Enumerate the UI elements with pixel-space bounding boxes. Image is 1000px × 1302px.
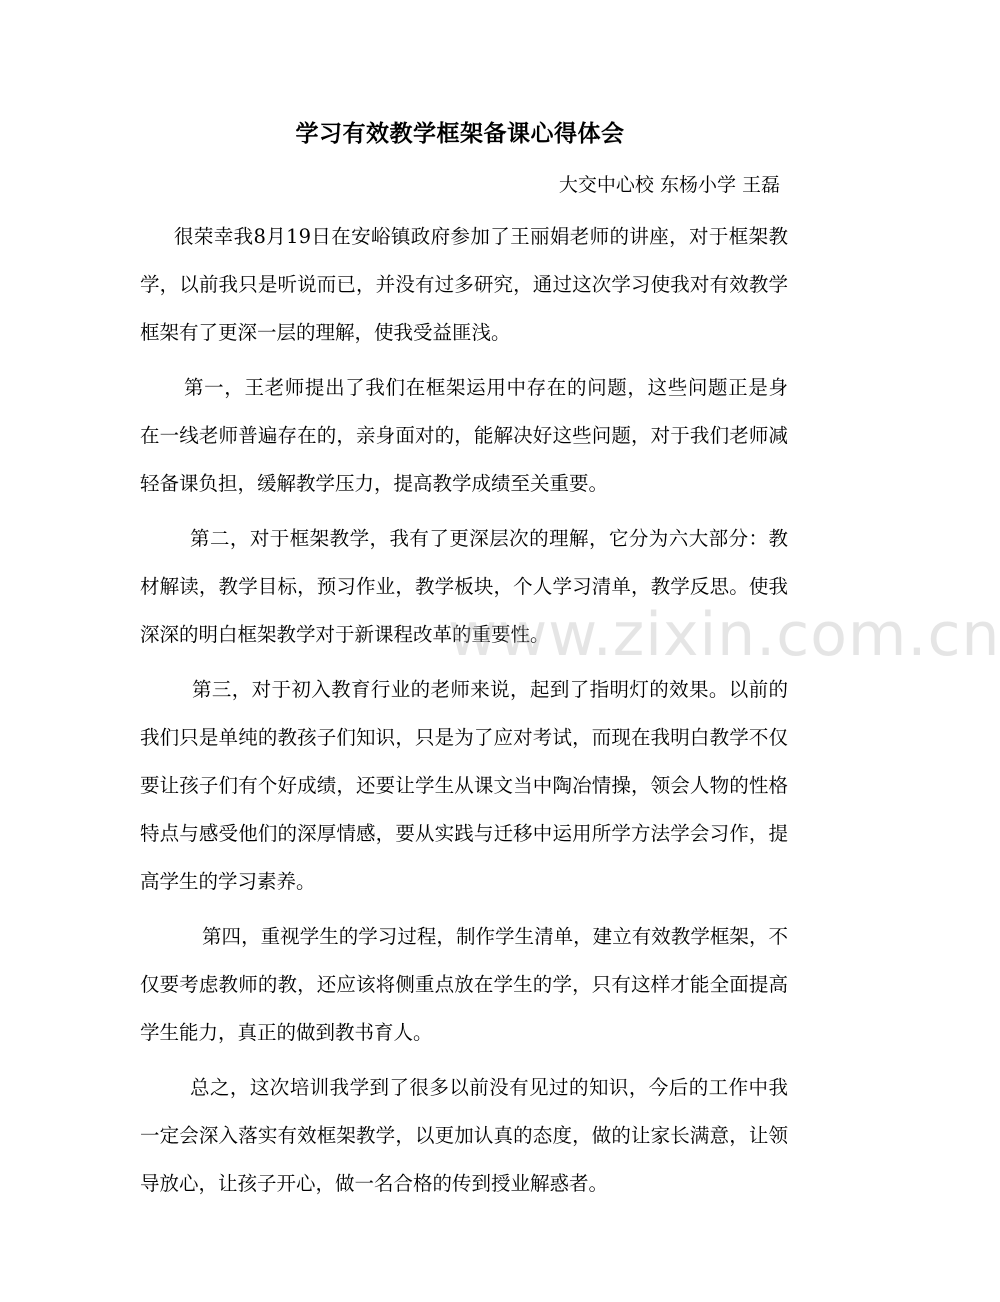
paragraph-third-point: 第三，对于初入教育行业的老师来说，起到了指明灯的效果。以前的我们只是单纯的教孩子们知识，只是为了应对考试，而现在我明白教学不仅要让孩子们有个好成绩，还要让学生从课文当中陶冶情操，领会人物的性格特点与感受他们的深厚情感，要从实践与迁移中运用所学方法学会习作，提高学生的学习素养。 [140,678,788,893]
document-title: 学习有效教学框架备课心得体会 [295,121,625,147]
paragraph-second-point: 第二，对于框架教学，我有了更深层次的理解，它分为六大部分：教材解读，教学目标，预习作业，教学板块，个人学习清单，教学反思。使我深深的明白框架教学对于新课程改革的重要性。 [140,527,788,646]
paragraph-conclusion: 总之，这次培训我学到了很多以前没有见过的知识，今后的工作中我一定会深入落实有效框架教学，以更加认真的态度，做的让家长满意，让领导放心，让孩子开心，做一名合格的传到授业解惑者。 [140,1076,788,1195]
paragraph-first-point: 第一，王老师提出了我们在框架运用中存在的问题，这些问题正是身在一线老师普遍存在的，亲身面对的，能解决好这些问题，对于我们老师减轻备课负担，缓解教学压力，提高教学成绩至关重要。 [140,376,788,495]
paragraph-intro: 很荣幸我8月19日在安峪镇政府参加了王丽娟老师的讲座，对于框架教学，以前我只是听说而已，并没有过多研究，通过这次学习使我对有效教学框架有了更深一层的理解，使我受益匪浅。 [140,225,788,344]
site-watermark: www.zixin.com.cn [448,600,1000,670]
author-byline: 大交中心校 东杨小学 王磊 [558,174,780,196]
paragraph-fourth-point: 第四，重视学生的学习过程，制作学生清单，建立有效教学框架，不仅要考虑教师的教，还应该将侧重点放在学生的学，只有这样才能全面提高学生能力，真正的做到教书育人。 [140,925,788,1044]
document-body [140,213,788,1215]
